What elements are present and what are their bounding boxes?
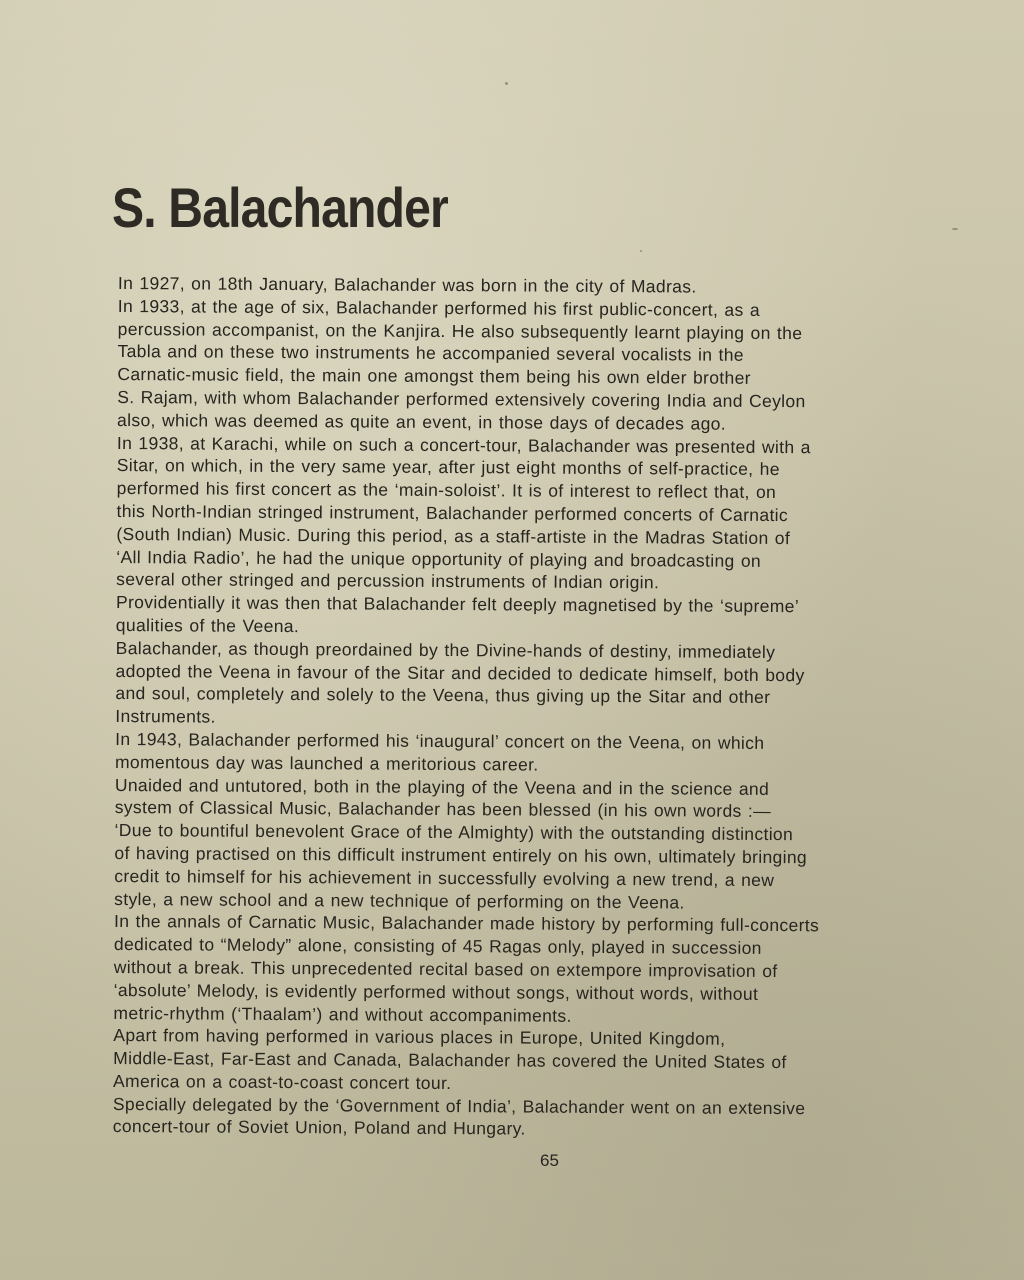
text-line: system of Classical Music, Balachander has been blessed (in his own words :— xyxy=(114,797,772,822)
paper-speck xyxy=(640,250,642,252)
paper-speck xyxy=(505,82,508,85)
text-line: momentous day was launched a meritorious career. xyxy=(114,751,539,775)
text-line: Specially delegated by the ‘Government of India’, Balachander went on an extensive xyxy=(112,1093,806,1118)
text-line: Apart from having performed in various places in Europe, United Kingdom, xyxy=(113,1025,726,1050)
text-line: In 1938, at Karachi, while on such a concert-tour, Balachander was presented with a xyxy=(116,432,811,457)
text-line: several other stringed and percussion instruments of Indian origin. xyxy=(116,569,660,593)
text-line: (South Indian) Music. During this period, as a staff-artiste in the Madras Station of xyxy=(116,523,791,548)
text-line: concert-tour of Soviet Union, Poland and Hungary. xyxy=(112,1116,526,1139)
text-line: adopted the Veena in favour of the Sitar and decided to dedicate himself, both body xyxy=(115,660,805,685)
text-line: and soul, completely and solely to the Veena, thus giving up the Sitar and other xyxy=(115,683,771,708)
text-line: style, a new school and a new technique of performing on the Veena. xyxy=(114,888,685,912)
page-title: S. Balachander xyxy=(112,176,448,239)
text-line: dedicated to “Melody” alone, consisting of 45 Ragas only, played in succession xyxy=(113,934,762,959)
text-line: ‘All India Radio’, he had the unique opportunity of playing and broadcasting on xyxy=(116,546,762,571)
text-line: credit to himself for his achievement in successfully evolving a new trend, a new xyxy=(114,865,775,890)
text-line: performed his first concert as the ‘main-soloist’. It is of interest to reflect that, on xyxy=(116,478,777,503)
text-line: America on a coast-to-coast concert tour. xyxy=(112,1070,452,1093)
text-line: In 1943, Balachander performed his ‘inaugural’ concert on the Veena, on which xyxy=(115,728,765,753)
text-line: In 1927, on 18th January, Balachander was born in the city of Madras. xyxy=(117,272,697,297)
text-line: Tabla and on these two instruments he accompanied several vocalists in the xyxy=(117,341,744,366)
text-line: Instruments. xyxy=(115,706,216,727)
text-line: Balachander, as though preordained by the Divine-hands of destiny, immediately xyxy=(115,637,776,662)
text-line: Carnatic-music field, the main one amongst them being his own elder brother xyxy=(117,364,751,389)
text-line: Unaided and untutored, both in the playing of the Veena and in the science and xyxy=(114,774,770,799)
text-line: In 1933, at the age of six, Balachander performed his first public-concert, as a xyxy=(117,295,761,320)
text-line: Middle-East, Far-East and Canada, Balachander has covered the United States of xyxy=(113,1048,787,1073)
text-line: Sitar, on which, in the very same year, after just eight months of self-practice, he xyxy=(116,455,780,480)
text-line: In the annals of Carnatic Music, Balachander made history by performing full-concerts xyxy=(113,911,820,936)
biography-text xyxy=(113,272,938,1143)
text-line: ‘absolute’ Melody, is evidently performed without songs, without words, without xyxy=(113,979,759,1004)
text-line: Providentially it was then that Balachander felt deeply magnetised by the ‘supreme’ xyxy=(115,592,800,617)
paper-speck xyxy=(952,228,958,230)
text-line: qualities of the Veena. xyxy=(115,614,300,637)
text-line: of having practised on this difficult instrument entirely on his own, ultimately bringing xyxy=(114,842,808,868)
text-line: ‘Due to bountiful benevolent Grace of the Almighty) with the outstanding distinction xyxy=(114,820,794,845)
text-line: percussion accompanist, on the Kanjira. He also subsequently learnt playing on the xyxy=(117,318,803,343)
text-line: this North-Indian stringed instrument, Balachander performed concerts of Carnatic xyxy=(116,500,789,526)
text-line: also, which was deemed as quite an event, in those days of decades ago. xyxy=(117,409,727,434)
page-number: 65 xyxy=(540,1151,559,1170)
text-line: metric-rhythm (‘Thaalam’) and without accompaniments. xyxy=(113,1002,572,1026)
text-line: without a break. This unprecedented recital based on extempore improvisation of xyxy=(113,956,778,981)
text-line: S. Rajam, with whom Balachander performed extensively covering India and Ceylon xyxy=(117,386,806,412)
